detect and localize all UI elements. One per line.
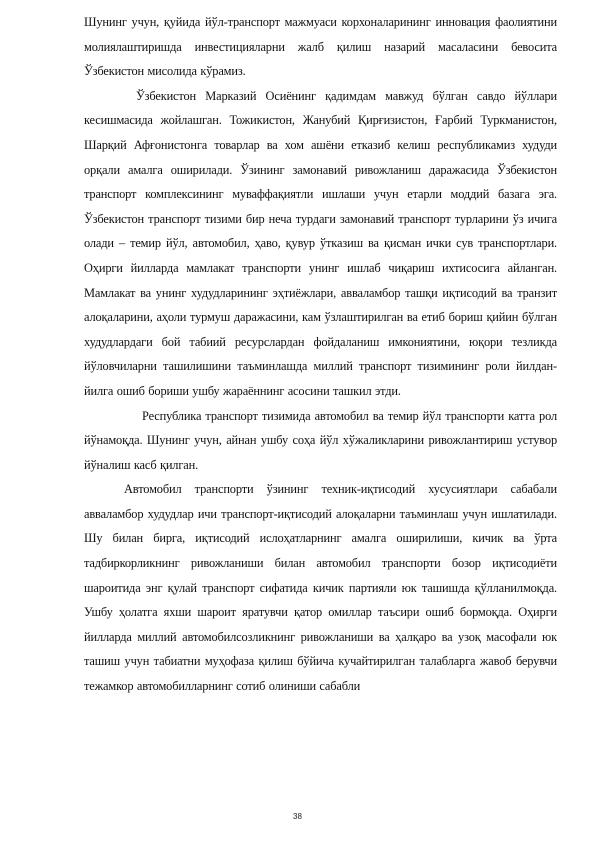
- paragraph-intro: Шунинг учун, қуйида йўл-транспорт мажмуаси корхоналарининг инновация фаолиятини молиялаштиришда инвестицияларни жалб қилиш назарий масаласини бевосита Ўзбекистон мисолида кўрамиз.: [84, 15, 557, 79]
- paragraph-republic-transport: Республика транспорт тизимида автомобил ва темир йўл транспорти катта рол йўнамоқда. Шунинг учун, айнан ушбу соҳа йўл хўжаликларини ривожлантириш устувор йўналиш касб қилган.: [84, 408, 557, 472]
- document-page: [84, 10, 557, 699]
- page-number: 38: [293, 812, 302, 821]
- paragraph-automobile-transport: Автомобил транспорти ўзининг техник-иқтисодий хусусиятлари сабабали авваламбор худудлар ичи транспорт-иқтисодий алоқаларни таъминлаш учун ишлатилади. Шу билан бирга, иқтисодий ислоҳатларнинг амалга оширилиши, кичик ва ўрта тадбиркорликнинг ривожланиши билан автомобил транспорти бозор иқтисодиёти шароитида энг қулай транспорт сифатида кичик партияли юк ташишда қўлланилмоқда. Ушбу ҳолатга яхши шароит яратувчи қатор омиллар таъсири ошиб бормоқда. Оҳирги йилларда миллий автомобилсозликнинг ривожланиши ва ҳалқаро ва узоқ масофали юк ташиш учун табиатни муҳофаза қилиш бўйича кучайтирилган талабларга жавоб берувчи тежамкор автомобилларнинг сотиб олиниши сабабли: [84, 482, 557, 694]
- paragraph-uzbekistan-transport: Ўзбекистон Марказий Осиёнинг қадимдам мавжуд бўлган савдо йўллари кесишмасида жойлашган. Тожикистон, Жанубий Қирғизистон, Ғарбий Туркманистон, Шарқий Афғонистонга товарлар ва хом ашёни етказиб келиш республикамиз худуди орқали амалга оширилади. Ўзининг замонавий ривожланиш даражасида Ўзбекистон транспорт комплексининг муваффақиятли ишлаши учун етарли моддий базага эга. Ўзбекистон транспорт тизими бир неча турдаги замонавий транспорт турларини ўз ичига олади – темир йўл, автомобил, ҳаво, қувур ўтказиш ва қисман ички сув транспортлари. Оҳирги йилларда мамлакат транспорти унинг ишлаб чиқариш ихтисосига айланган. Мамлакат ва унинг худудларининг эҳтиёжлари, авваламбор ташқи иқтисодий ва транзит алоқаларини, аҳоли турмуш даражасини, кам ўзлаштирилган ва етиб бориш қийин бўлган худудлардаги бой табиий ресурслардан фойдаланиш имкониятини, юқори тезликда йўловчиларни ташилишини таъминлашда миллий транспорт тизимининг роли йилдан-йилга ошиб бориши ушбу жараённинг асосини ташкил этди.: [84, 88, 557, 398]
